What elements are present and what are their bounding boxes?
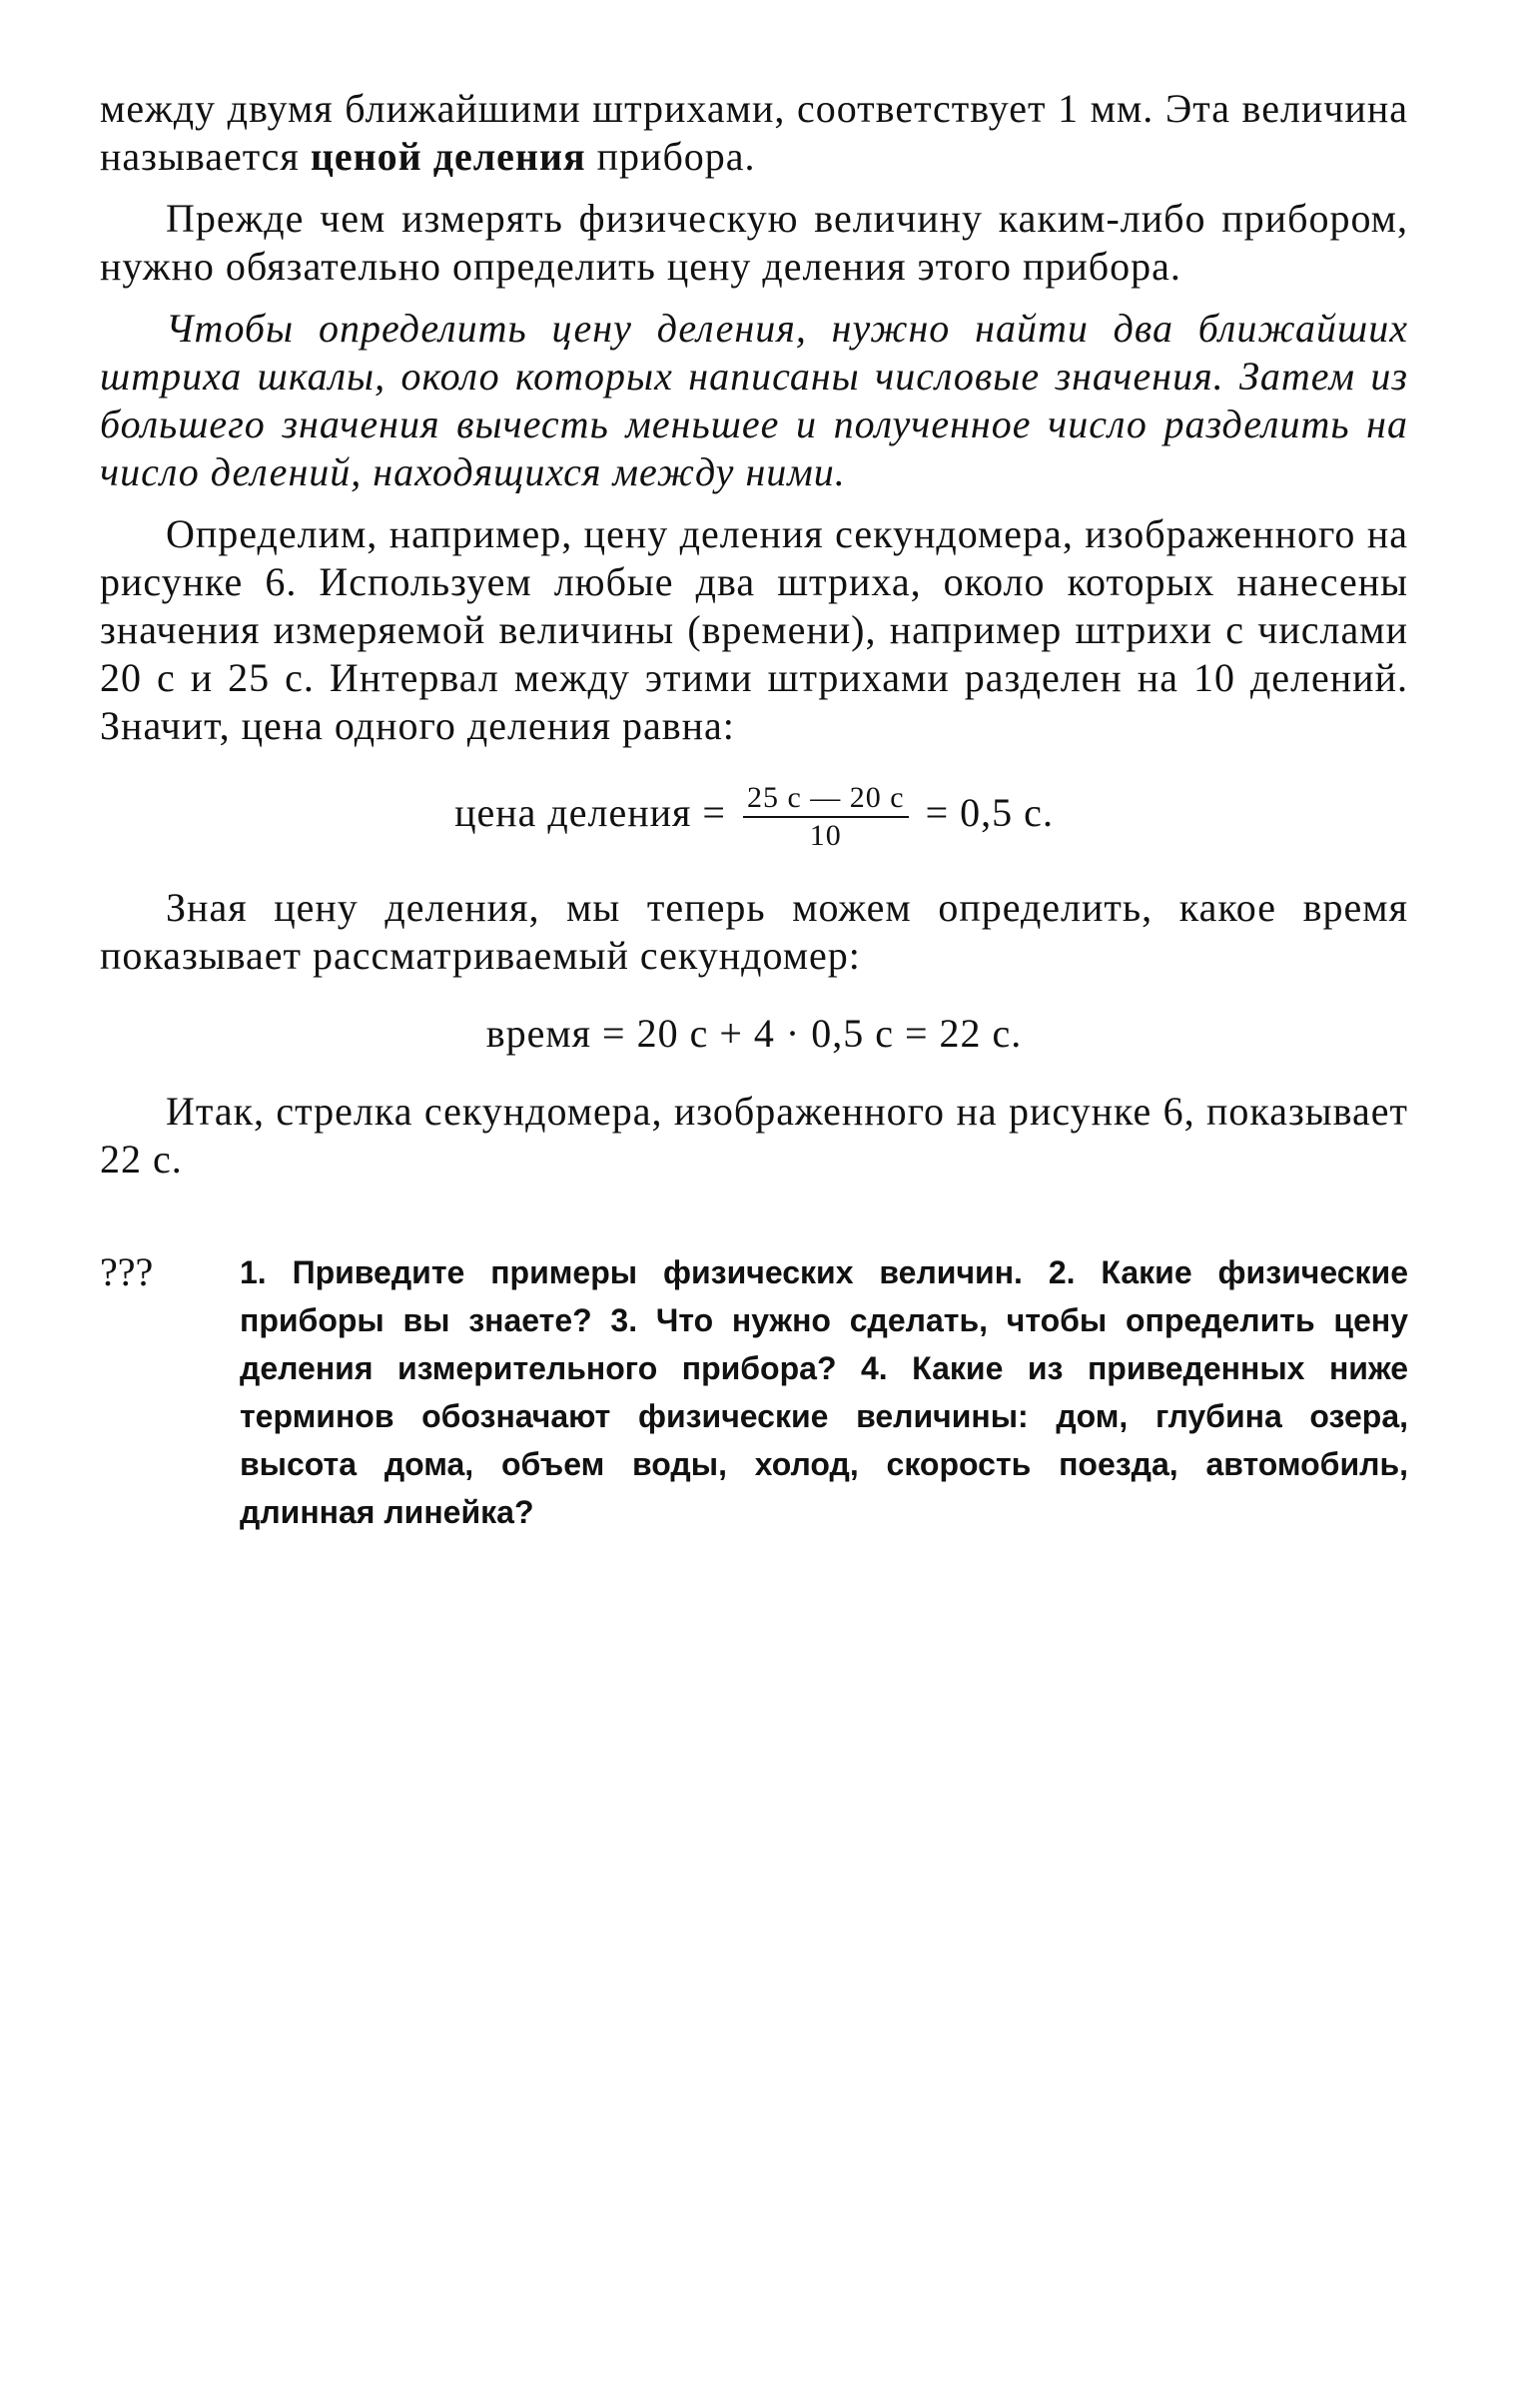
formula-time: время = 20 с + 4 · 0,5 с = 22 с.: [485, 1011, 1023, 1056]
paragraph-intro-text-b: прибора.: [585, 134, 756, 179]
paragraph-intro-text-a: между двумя ближайшими штрихами, соответствует 1 мм. Эта величина называется: [100, 86, 1408, 179]
questions-text: 1. Приведите примеры физических величин. 2. Какие физические приборы вы знаете? 3. Что нужно сделать, чтобы определить цену деления измерительного прибора? 4. Какие из приведенных ниже терминов обозначают физические величины: дом, глубина озера, высота дома, объем воды, холод, скорость поезда, автомобиль, длинная линейка?: [240, 1254, 1408, 1530]
page-body: [100, 85, 1408, 1197]
formula1-denominator: 10: [809, 819, 842, 852]
formula-division-value: [100, 780, 1408, 854]
paragraph-intro: [100, 85, 1408, 181]
term-division-value: ценой деления: [310, 134, 586, 179]
paragraph-example: Определим, например, цену деления секундомера, изображенного на рисунке 6. Используем любые два штриха, около которых нанесены значения измеряемой величины (времени), например штрихи с числами 20 с и 25 с. Интервал между этими штрихами разделен на 10 делений. Значит, цена одного деления равна:: [100, 511, 1408, 748]
paragraph-measure-note: Прежде чем измерять физическую величину каким-либо прибором, нужно обязательно определить цену деления этого прибора.: [100, 196, 1408, 289]
formula1-lhs: цена деления =: [454, 790, 726, 836]
formula1-fraction: [743, 780, 909, 854]
formula1-numerator: 25 с — 20 с: [743, 780, 909, 818]
paragraph-conclusion: Итак, стрелка секундомера, изображенного на рисунке 6, показывает 22 с.: [100, 1089, 1408, 1182]
questions-marker: ???: [100, 1249, 154, 1294]
formula1-rhs: = 0,5 с.: [925, 790, 1054, 836]
paragraph-knowing: Зная цену деления, мы теперь можем определить, какое время показывает рассматриваемый секундомер:: [100, 885, 1408, 978]
rule-italic: Чтобы определить цену деления, нужно найти два ближайших штриха шкалы, около которых написаны числовые значения. Затем из большего значения вычесть меньшее и полученное число разделить на число делений, находящихся между ними.: [100, 306, 1408, 494]
review-questions: [100, 1248, 1408, 1536]
